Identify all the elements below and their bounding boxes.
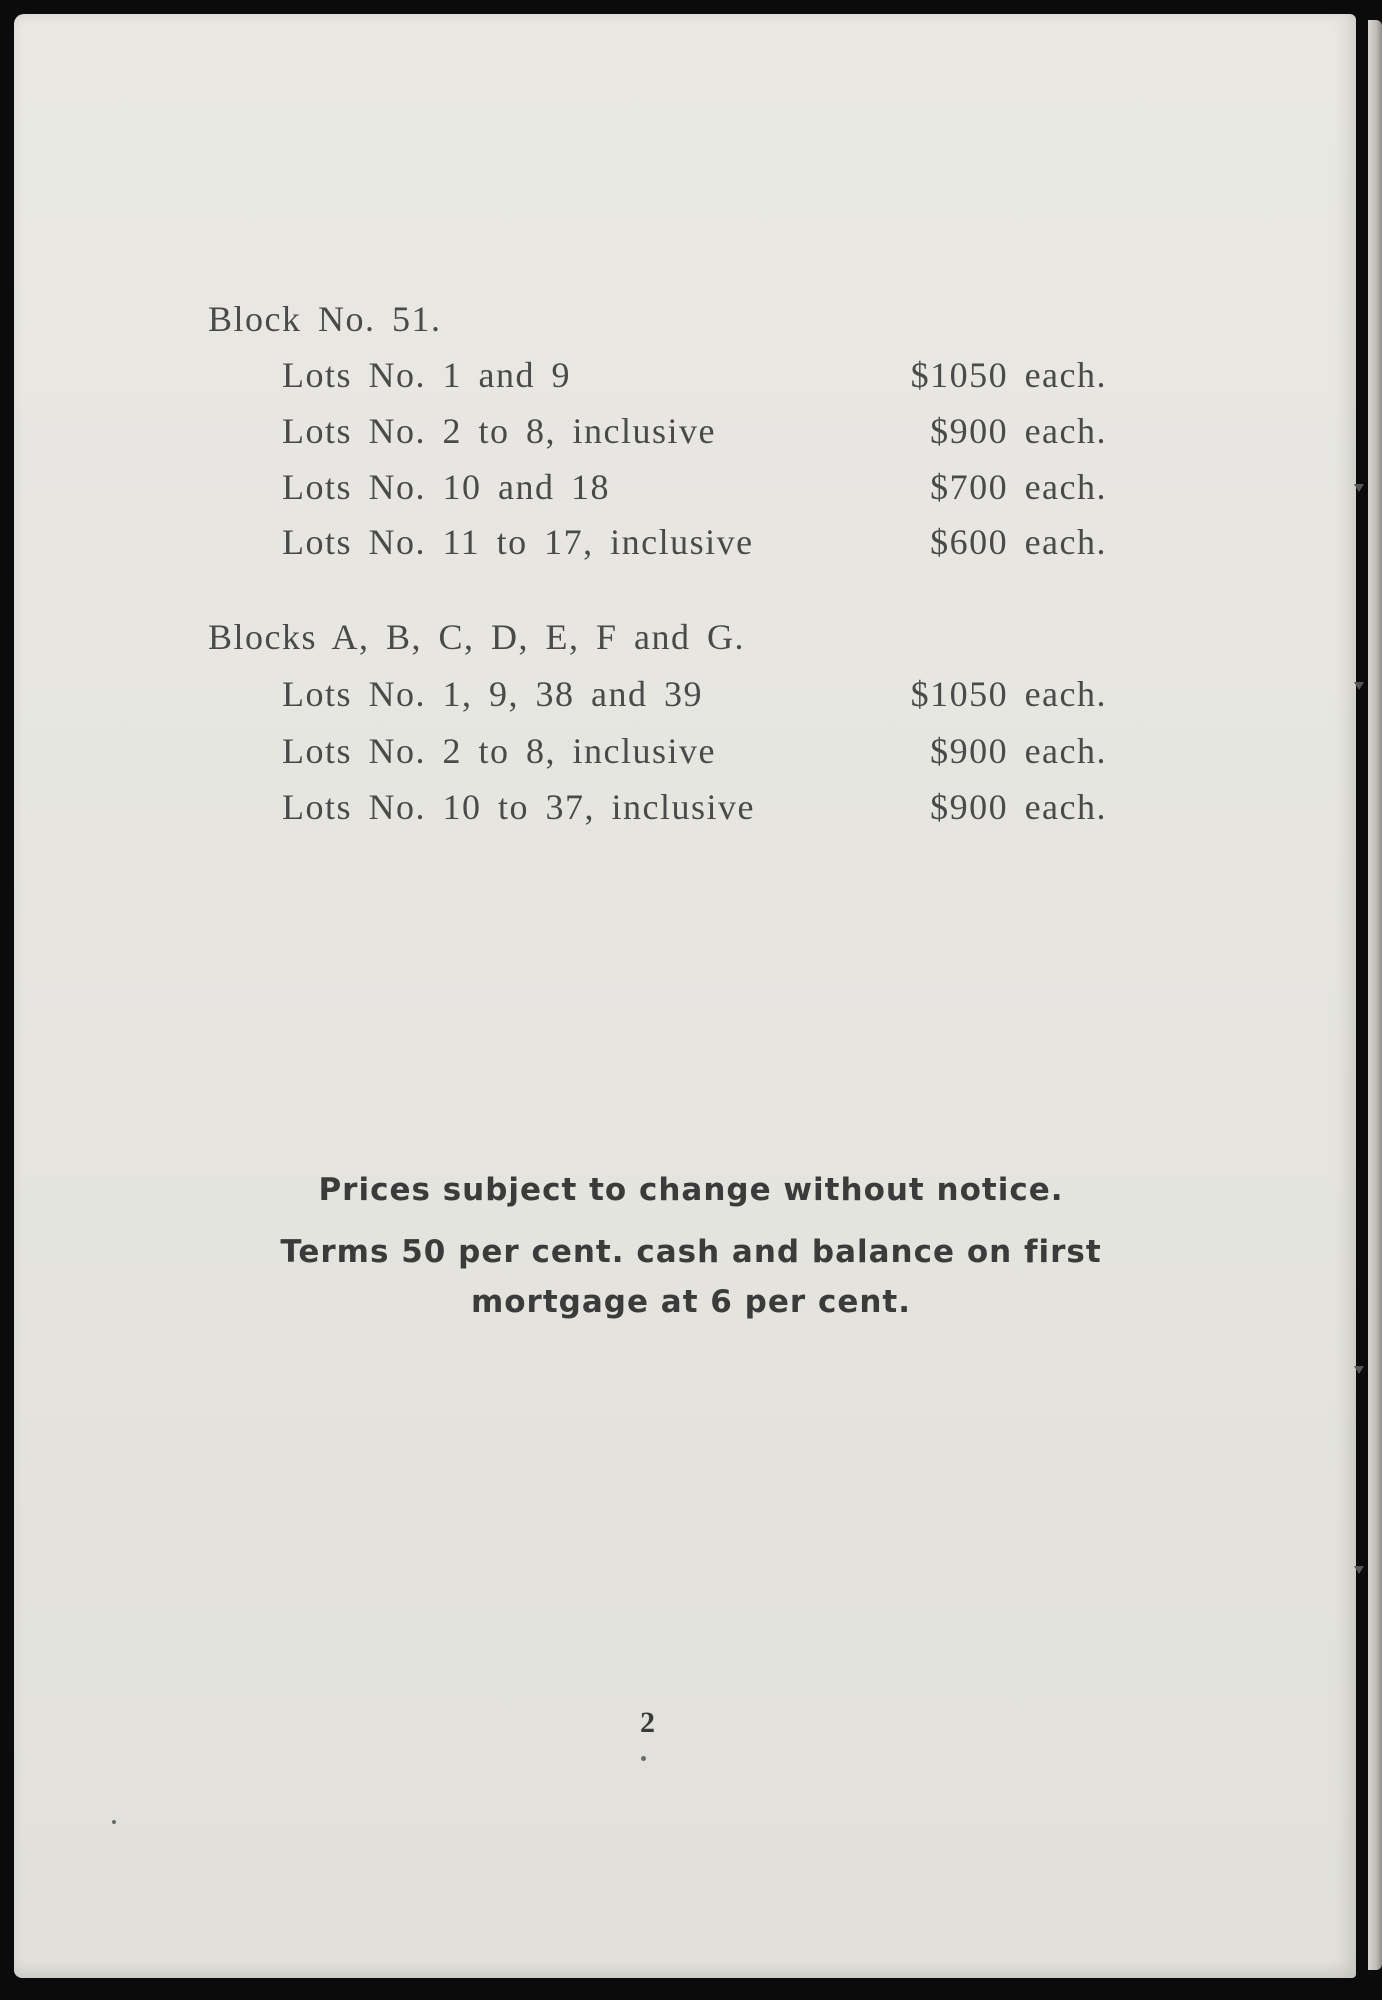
lot-description: Lots No. 2 to 8, inclusive	[282, 731, 716, 771]
prices-note: Prices subject to change without notice.	[318, 1172, 1064, 1208]
terms-note-line-2: mortgage at 6 per cent.	[470, 1284, 912, 1320]
lot-description: Lots No. 10 and 18	[282, 467, 610, 507]
lot-description: Lots No. 10 to 37, inclusive	[282, 787, 755, 827]
section-heading-blocks-a-g: Blocks A, B, C, D, E, F and G.	[208, 617, 746, 657]
lot-price: $900 each.	[930, 731, 1107, 771]
lot-description: Lots No. 11 to 17, inclusive	[282, 522, 754, 562]
lot-price: $700 each.	[930, 467, 1107, 507]
page-edge	[1368, 20, 1382, 1970]
paper-speck	[112, 1820, 116, 1824]
lot-description: Lots No. 2 to 8, inclusive	[282, 411, 716, 451]
page-number: 2	[640, 1706, 655, 1739]
section-heading-block-51: Block No. 51.	[208, 299, 442, 339]
lot-price: $600 each.	[930, 522, 1107, 562]
lot-price: $1050 each.	[910, 674, 1107, 714]
lot-description: Lots No. 1 and 9	[282, 355, 571, 395]
lot-price: $900 each.	[930, 411, 1107, 451]
paper-speck	[641, 1756, 646, 1761]
terms-note-line-1: Terms 50 per cent. cash and balance on first	[280, 1234, 1102, 1270]
lot-price: $1050 each.	[910, 355, 1107, 395]
lot-price: $900 each.	[930, 787, 1107, 827]
lot-description: Lots No. 1, 9, 38 and 39	[282, 674, 703, 714]
